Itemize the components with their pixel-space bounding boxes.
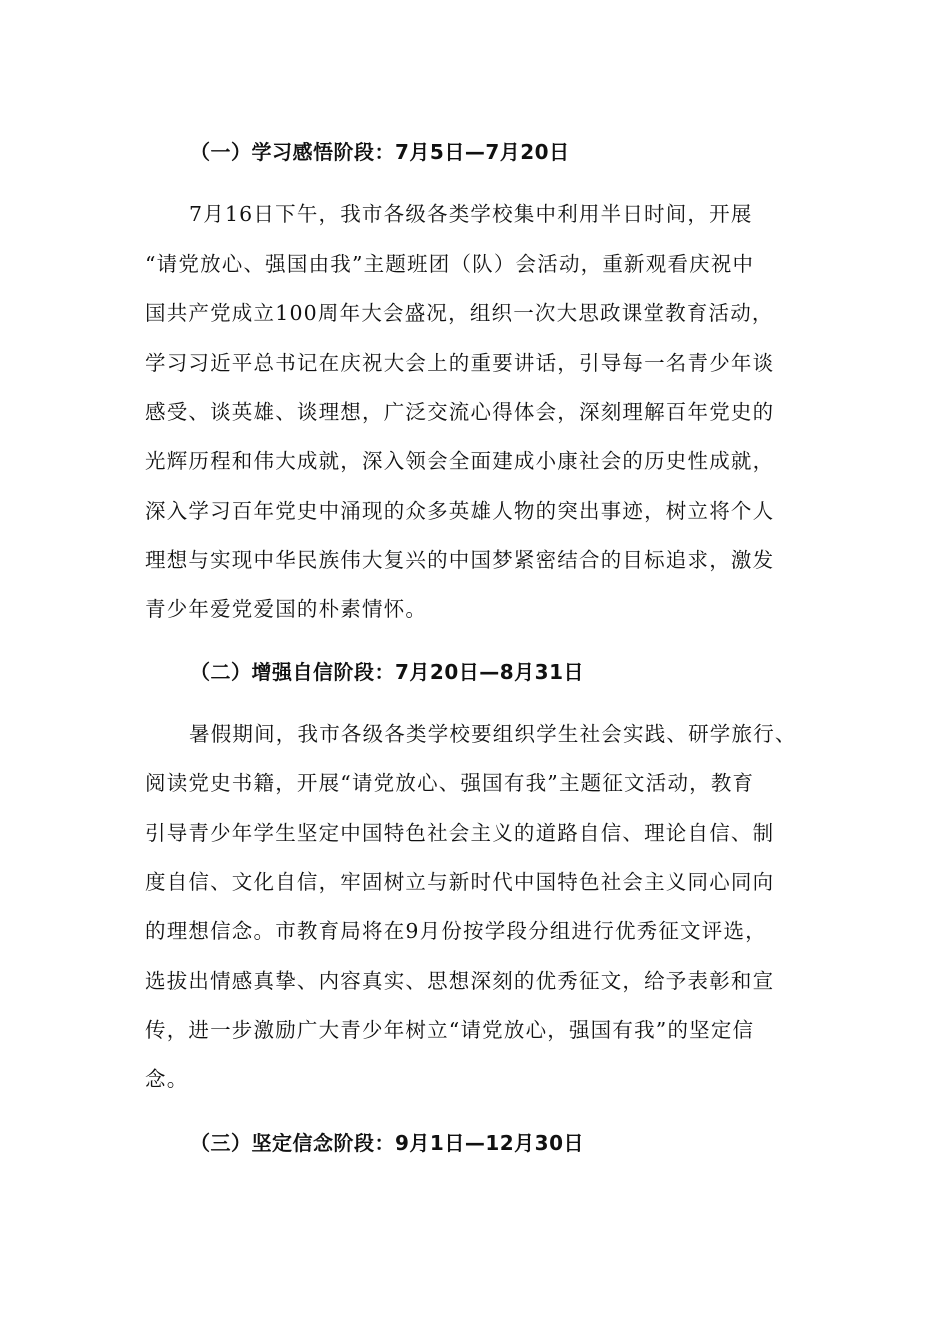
section-2-line-2: 阅读党史书籍，开展“请党放心、强国有我”主题征文活动，教育 <box>145 771 755 795</box>
section-2-line-1: 暑假期间，我市各级各类学校要组织学生社会实践、研学旅行、 <box>189 722 797 746</box>
section-1-line-1: 7月16日下午，我市各级各类学校集中利用半日时间，开展 <box>189 202 753 226</box>
section-1-heading: （一）学习感悟阶段：7月5日—7月20日 <box>190 140 570 164</box>
section-2-line-4: 度自信、文化自信，牢固树立与新时代中国特色社会主义同心同向 <box>145 870 775 894</box>
section-2-line-8: 念。 <box>145 1067 189 1091</box>
section-3-heading: （三）坚定信念阶段：9月1日—12月30日 <box>190 1131 584 1155</box>
section-1-line-9: 青少年爱党爱国的朴素情怀。 <box>145 597 428 621</box>
section-2-heading: （二）增强自信阶段：7月20日—8月31日 <box>190 660 584 684</box>
section-1-line-2: “请党放心、强国由我”主题班团（队）会活动，重新观看庆祝中 <box>145 252 755 276</box>
section-1-line-5: 感受、谈英雄、谈理想，广泛交流心得体会，深刻理解百年党史的 <box>145 400 775 424</box>
section-1-line-3: 国共产党成立100周年大会盛况，组织一次大思政课堂教育活动， <box>145 301 774 325</box>
section-2-line-6: 选拔出情感真挚、内容真实、思想深刻的优秀征文，给予表彰和宣 <box>145 969 775 993</box>
section-2-line-3: 引导青少年学生坚定中国特色社会主义的道路自信、理论自信、制 <box>145 821 775 845</box>
section-2-line-5: 的理想信念。市教育局将在9月份按学段分组进行优秀征文评选， <box>145 919 767 943</box>
section-1-line-7: 深入学习百年党史中涌现的众多英雄人物的突出事迹，树立将个人 <box>145 499 775 523</box>
section-1-line-4: 学习习近平总书记在庆祝大会上的重要讲话，引导每一名青少年谈 <box>145 351 775 375</box>
section-2-line-7: 传，进一步激励广大青少年树立“请党放心，强国有我”的坚定信 <box>145 1018 755 1042</box>
section-1-line-6: 光辉历程和伟大成就，深入领会全面建成小康社会的历史性成就， <box>145 449 775 473</box>
section-1-line-8: 理想与实现中华民族伟大复兴的中国梦紧密结合的目标追求，激发 <box>145 548 775 572</box>
